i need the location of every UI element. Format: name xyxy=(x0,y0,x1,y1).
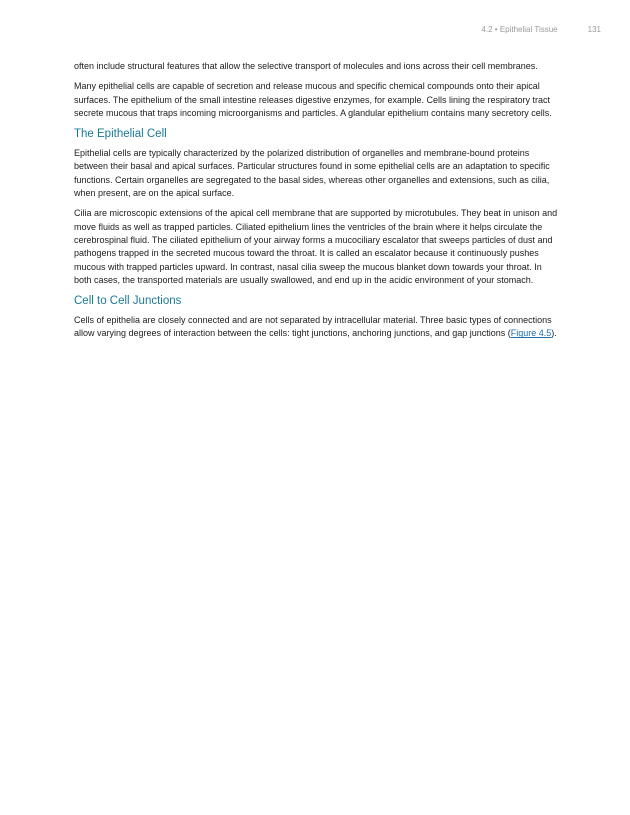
paragraph-5-text: Cells of epithelia are closely connected and are not separated by intracellular material. Three basic types of connections allow varying degrees of interaction between the cells: tight junctions, anchoring junctions, and gap junctions ( xyxy=(74,315,552,339)
section-title: 4.2 • Epithelial Tissue xyxy=(481,25,558,34)
heading-epithelial-cell: The Epithelial Cell xyxy=(74,128,167,141)
paragraph-2: Many epithelial cells are capable of secretion and release mucous and specific chemical compounds onto their apical surfaces. The epithelium of the small intestine releases digestive enzymes, for example. Cells lining the respiratory tract secrete mucous that traps incoming microorganisms and particles. A glandular epithelium contains many secretory cells. xyxy=(74,81,552,118)
paragraph-5 xyxy=(74,314,558,341)
paragraph-3: Epithelial cells are typically characterized by the polarized distribution of organelles and membrane-bound proteins between their basal and apical surfaces. Particular structures found in some epithelial cells are an adaptation to specific functions. Certain organelles are segregated to the basal sides, whereas other organelles and extensions, such as cilia, when present, are on the apical surface. xyxy=(74,148,550,199)
paragraph-5-end: ). xyxy=(551,328,557,339)
page-number: 131 xyxy=(587,25,601,34)
paragraph-4: Cilia are microscopic extensions of the apical cell membrane that are supported by microtubules. They beat in unison and move fluids as well as trapped particles. Ciliated epithelium lines the ventricles of the brain where it helps circulate the cerebrospinal fluid. The ciliated epithelium of your airway forms a mucociliary escalator that sweeps particles of dust and pathogens trapped in the secreted mucous toward the throat. It is called an escalator because it continuously pushes mucous with trapped particles upward. In contrast, nasal cilia sweep the mucous blanket down towards your throat. In both cases, the transported materials are usually swallowed, and end up in the acidic environment of your stomach. xyxy=(74,208,558,285)
figure-link[interactable]: Figure 4.5 xyxy=(510,328,552,339)
paragraph-1: often include structural features that allow the selective transport of molecules and ions across their cell membranes. xyxy=(74,61,538,71)
page-content xyxy=(74,60,558,348)
heading-cell-junctions: Cell to Cell Junctions xyxy=(74,295,182,308)
running-header xyxy=(481,25,601,34)
